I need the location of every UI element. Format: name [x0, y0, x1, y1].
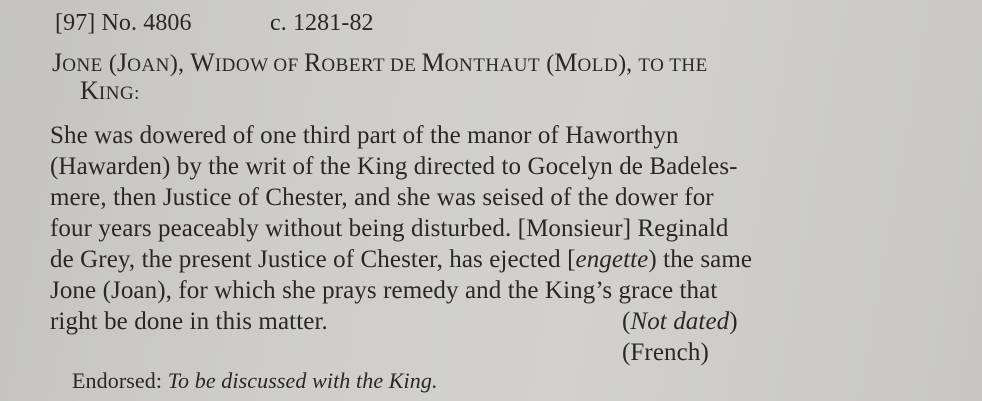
- french-term: engette: [575, 246, 649, 273]
- body-line-6: Jone (Joan), for which she prays remedy and the King’s grace that: [50, 277, 718, 304]
- body-line-4: four years peaceably without being disturbed. [Monsieur] Reginald: [50, 215, 729, 242]
- endorsement-text: To be discussed with the King.: [167, 368, 438, 393]
- endorsement: [72, 366, 438, 396]
- body-line-7: [50, 307, 738, 337]
- body-line-5: de Grey, the present Justice of Chester, has ejected [engette) the same: [50, 246, 753, 273]
- body-line-2: (Hawarden) by the writ of the King directed to Gocelyn de Badeles-: [50, 153, 738, 180]
- body-line-3: mere, then Justice of Chester, and she was seised of the dower for: [50, 184, 714, 211]
- endorsement-label: Endorsed:: [72, 368, 168, 393]
- document-title-line-1: JONE (JOAN), WIDOW OF ROBERT DE MONTHAUT (MOLD), TO THE: [52, 48, 708, 77]
- document-reference: [97] No. 4806: [55, 10, 192, 36]
- document-date: c. 1281-82: [270, 10, 374, 36]
- document-title-line-2: KING:: [80, 76, 140, 105]
- language-note: (French): [622, 339, 709, 366]
- not-dated-note: (Not dated): [622, 308, 738, 335]
- body-line-1: She was dowered of one third part of the manor of Haworthyn: [50, 122, 679, 149]
- body-line-7-text: right be done in this matter.: [50, 308, 328, 335]
